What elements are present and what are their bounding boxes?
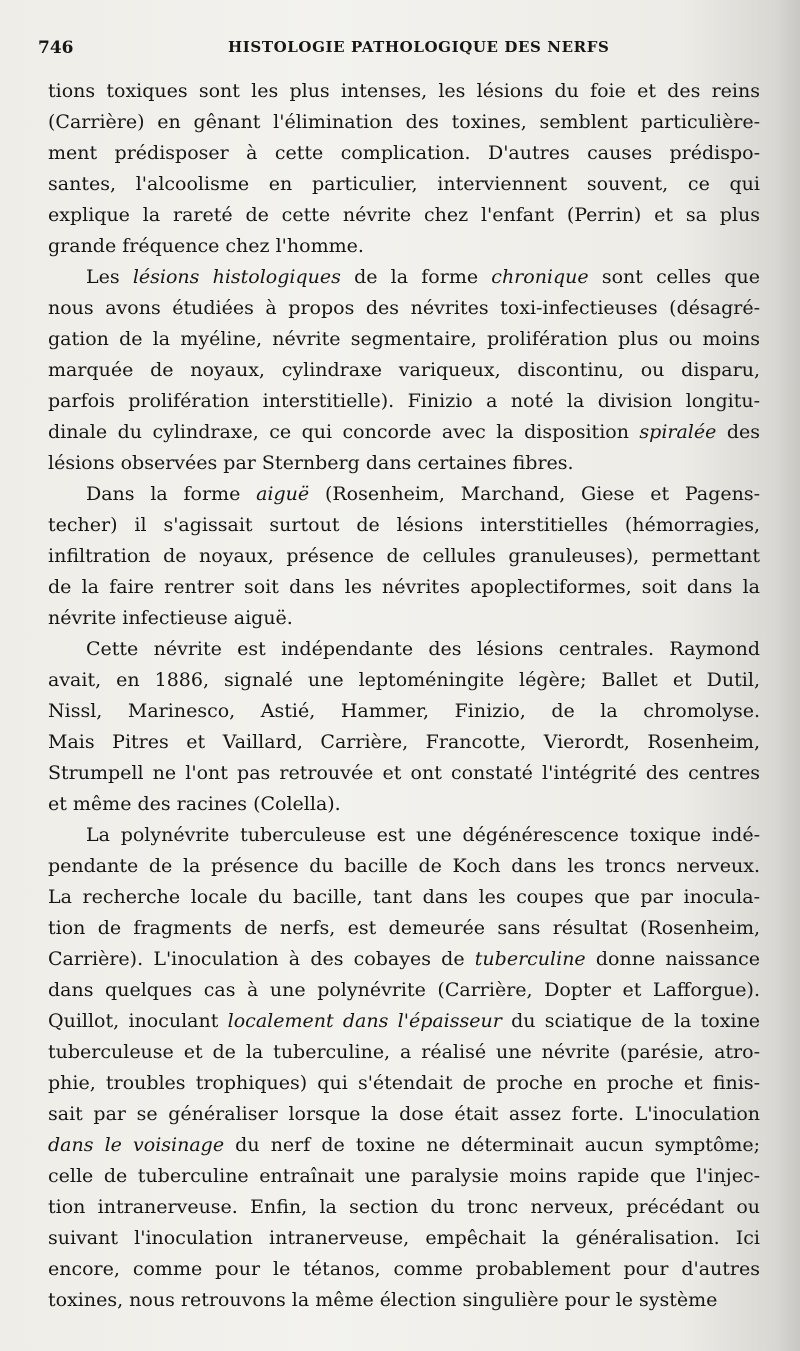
text-line <box>48 1161 760 1192</box>
text-run: du nerf de toxine ne déterminait aucun symptôme; <box>224 1134 760 1156</box>
text-line <box>48 1130 760 1161</box>
text-line <box>48 1068 760 1099</box>
text-run: de la faire rentrer soit dans les névrites apoplectiformes, soit dans la <box>48 576 760 598</box>
italic-run: tuberculine <box>474 948 586 970</box>
text-run: tuberculeuse et de la tuberculine, a réalisé une névrite (parésie, atro- <box>48 1041 760 1063</box>
paragraph-5 <box>48 820 760 1316</box>
text-run: marquée de noyaux, cylindraxe variqueux, discontinu, ou disparu, <box>48 359 760 381</box>
paragraph-2 <box>48 262 760 479</box>
text-run: suivant l'inoculation intranerveuse, empêchait la généralisation. Ici <box>48 1227 760 1249</box>
text-line: tions toxiques sont les plus intenses, les lésions du foie et des reins <box>48 80 760 102</box>
text-line <box>48 882 760 913</box>
text-run: (Rosenheim, Marchand, Giese et Pagens- <box>309 483 761 505</box>
text-line <box>48 324 760 355</box>
text-line <box>48 572 760 603</box>
text-line <box>48 665 760 696</box>
text-run: toxines, nous retrouvons la même élection singulière pour le système <box>48 1289 718 1311</box>
text-run: des <box>716 421 760 443</box>
text-line <box>48 1099 760 1130</box>
text-line <box>48 293 760 324</box>
text-run: névrite infectieuse aiguë. <box>48 607 293 629</box>
text-line <box>48 386 760 417</box>
text-line <box>48 1223 760 1254</box>
text-line <box>48 1192 760 1223</box>
text-run: La recherche locale du bacille, tant dans les coupes que par inocula- <box>48 886 760 908</box>
text-run: sait par se généraliser lorsque la dose était assez forte. L'inoculation <box>48 1103 760 1125</box>
text-run: Les <box>86 266 133 288</box>
text-line <box>48 603 760 634</box>
text-line <box>48 913 760 944</box>
text-line <box>48 1037 760 1068</box>
text-line <box>48 1006 760 1037</box>
text-line <box>48 417 760 448</box>
text-line: explique la rareté de cette névrite chez l'enfant (Perrin) et sa plus <box>48 204 760 226</box>
paragraph-4 <box>48 634 760 820</box>
text-run: gation de la myéline, névrite segmentaire, prolifération plus ou moins <box>48 328 760 350</box>
italic-run: lésions histologiques <box>132 266 341 288</box>
text-run: lésions observées par Sternberg dans certaines fibres. <box>48 452 574 474</box>
text-line <box>48 975 760 1006</box>
text-line <box>48 696 760 727</box>
italic-run: chronique <box>491 266 589 288</box>
text-run: avait, en 1886, signalé une leptoméningite légère; Ballet et Dutil, <box>48 669 760 691</box>
page-number: 746 <box>38 38 74 58</box>
paragraph-1 <box>48 76 760 262</box>
text-run: Cette névrite est indépendante des lésions centrales. Raymond <box>86 638 760 660</box>
text-line: santes, l'alcoolisme en particulier, interviennent souvent, ce qui <box>48 173 760 195</box>
text-line <box>48 851 760 882</box>
text-run: Carrière). L'inoculation à des cobayes de <box>48 948 475 970</box>
text-line <box>48 727 760 758</box>
text-line <box>48 355 760 386</box>
text-line <box>48 1254 760 1285</box>
text-run: Nissl, Marinesco, Astié, Hammer, Finizio, de la chromolyse. <box>48 700 760 722</box>
text-run: dans quelques cas à une polynévrite (Carrière, Dopter et Lafforgue). <box>48 979 760 1001</box>
italic-run: spiralée <box>639 421 717 443</box>
text-line <box>48 448 760 479</box>
text-run: La polynévrite tuberculeuse est une dégénérescence toxique indé- <box>86 824 760 846</box>
text-line: grande fréquence chez l'homme. <box>48 235 364 257</box>
text-run: pendante de la présence du bacille de Koch dans les troncs nerveux. <box>48 855 760 877</box>
text-line <box>48 820 760 851</box>
text-run: Strumpell ne l'ont pas retrouvée et ont constaté l'intégrité des centres <box>48 762 760 784</box>
text-line <box>48 634 760 665</box>
text-run: du sciatique de la toxine <box>501 1010 760 1032</box>
text-line: ment prédisposer à cette complication. D'autres causes prédispo- <box>48 142 760 164</box>
text-line <box>48 479 760 510</box>
text-line: (Carrière) en gênant l'élimination des toxines, semblent particulière- <box>48 111 760 133</box>
text-line <box>48 789 760 820</box>
text-run: celle de tuberculine entraînait une paralysie moins rapide que l'injec- <box>48 1165 760 1187</box>
text-run: de la forme <box>340 266 492 288</box>
text-line <box>48 262 760 293</box>
body-text <box>48 76 760 1316</box>
text-run: dinale du cylindraxe, ce qui concorde avec la disposition <box>48 421 640 443</box>
italic-run: dans le voisinage <box>48 1134 225 1156</box>
text-run: tion intranerveuse. Enfin, la section du tronc nerveux, précédant ou <box>48 1196 760 1218</box>
text-run: Quillot, inoculant <box>48 1010 228 1032</box>
page-header <box>38 38 762 68</box>
text-run: et même des racines (Colella). <box>48 793 341 815</box>
italic-run: aiguë <box>256 483 310 505</box>
text-run: tion de fragments de nerfs, est demeurée sans résultat (Rosenheim, <box>48 917 760 939</box>
text-line <box>48 758 760 789</box>
paragraph-3 <box>48 479 760 634</box>
italic-run: localement dans l'épaisseur <box>227 1010 502 1032</box>
text-run: phie, troubles trophiques) qui s'étendait de proche en proche et finis- <box>48 1072 760 1094</box>
running-title: HISTOLOGIE PATHOLOGIQUE DES NERFS <box>228 38 610 56</box>
text-run: parfois prolifération interstitielle). Finizio a noté la division longitu- <box>48 390 760 412</box>
text-line <box>48 541 760 572</box>
text-run: nous avons étudiées à propos des névrites toxi-infectieuses (désagré- <box>48 297 760 319</box>
text-line <box>48 1285 760 1316</box>
text-run: Dans la forme <box>86 483 257 505</box>
text-run: techer) il s'agissait surtout de lésions interstitielles (hémorragies, <box>48 514 760 536</box>
text-run: sont celles que <box>588 266 760 288</box>
text-line <box>48 510 760 541</box>
text-run: infiltration de noyaux, présence de cellules granuleuses), permettant <box>48 545 760 567</box>
text-run: Mais Pitres et Vaillard, Carrière, Francotte, Vierordt, Rosenheim, <box>48 731 760 753</box>
text-run: encore, comme pour le tétanos, comme probablement pour d'autres <box>48 1258 760 1280</box>
text-line <box>48 944 760 975</box>
text-run: donne naissance <box>585 948 760 970</box>
